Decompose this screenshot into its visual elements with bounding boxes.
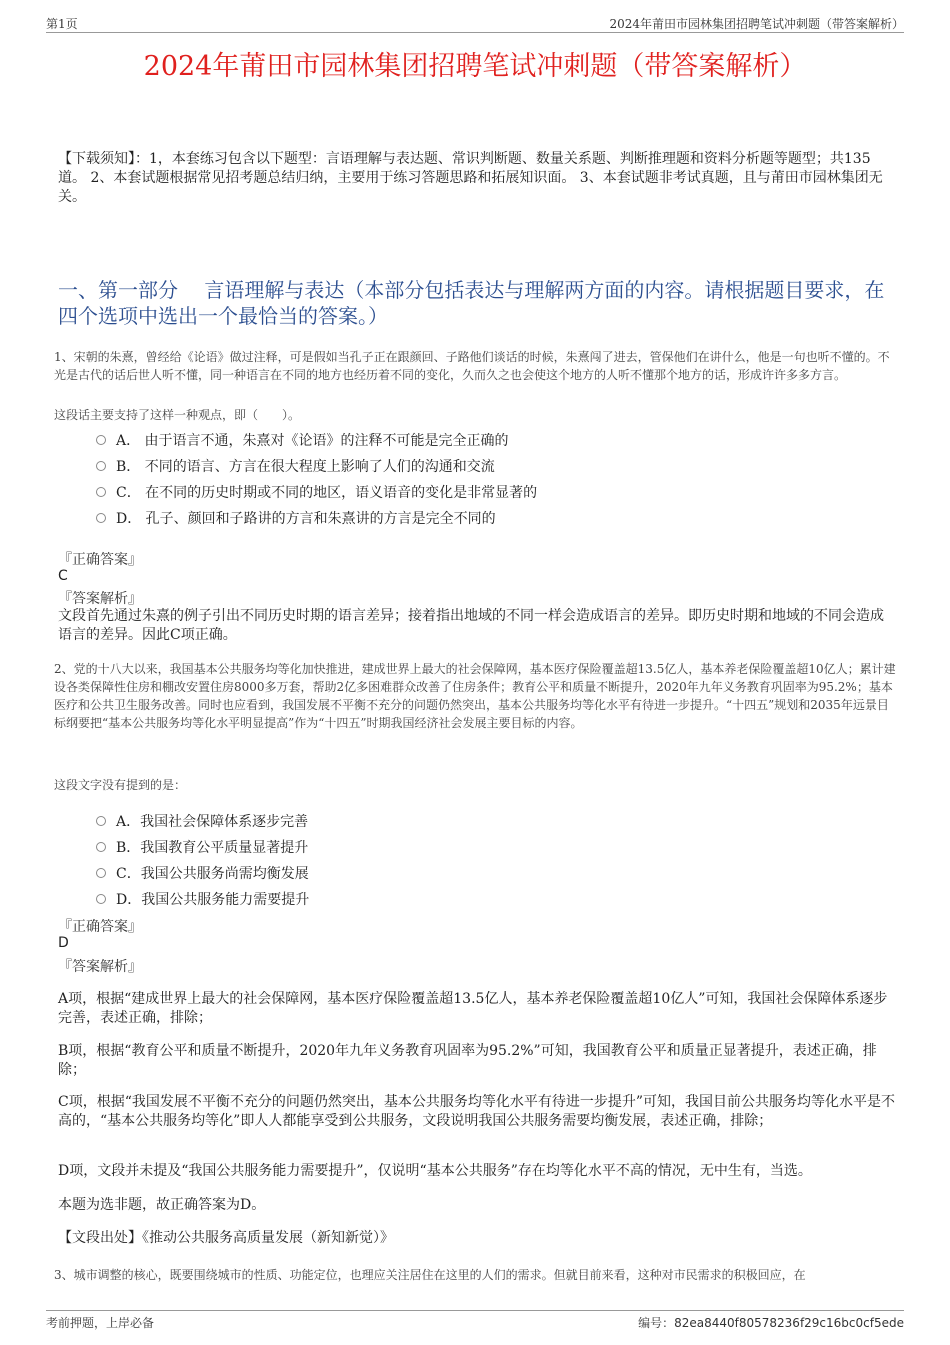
q2-stem: 2、党的十八大以来，我国基本公共服务均等化加快推进，建成世界上最大的社会保障网，基本医疗保险覆盖超13.5亿人，基本养老保险覆盖超10亿人；累计建设各类保障性住房和棚改安置住房8000多万套，帮助2亿多困难群众改善了住房条件；教育公平和质量不断提升，2020年九年义务教育巩固率为95.2%；基本医疗和公共卫生服务改善。同时也应看到，我国发展不平衡不充分的问题仍然突出，基本公共服务均等化水平有待进一步提升。“十四五”规划和2035年远景目标纲要把“基本公共服务均等化水平明显提高”作为“十四五”时期我国经济社会发展主要目标的内容。 — [54, 662, 896, 730]
q1-option-b[interactable] — [96, 456, 495, 476]
q1-option-c[interactable] — [96, 482, 537, 502]
download-notice: 【下载须知】：1，本套练习包含以下题型：言语理解与表达题、常识判断题、数量关系题、判断推理题和资料分析题等题型；共135道。 2、本套试题根据常见招考题总结归纳，主要用于练习答题思路和拓展知识面。 3、本套试题非考试真题，且与莆田市园林集团无关。 — [58, 151, 883, 205]
q2-analysis-b: B项，根据“教育公平和质量不断提升，2020年九年义务教育巩固率为95.2%”可知，我国教育公平和质量正显著提升，表述正确，排除； — [58, 1043, 877, 1078]
option-label: B．我国教育公平质量显著提升 — [116, 840, 309, 856]
radio-icon[interactable] — [96, 842, 106, 852]
q1-stem: 1、宋朝的朱熹，曾经给《论语》做过注释，可是假如当孔子正在跟颜回、子路他们谈话的时候，朱熹闯了进去，管保他们在讲什么，他是一句也听不懂的。不光是古代的话后世人听不懂，同一种语言在不同的地方也经历着不同的变化，久而久之也会使这个地方的人听不懂那个地方的话，形成许许多多方言。 — [54, 350, 890, 382]
option-label: C． 在不同的历史时期或不同的地区，语义语音的变化是非常显著的 — [116, 485, 538, 501]
radio-icon[interactable] — [96, 487, 106, 497]
q2-option-a[interactable] — [96, 811, 308, 831]
radio-icon[interactable] — [96, 435, 106, 445]
q1-answer-label: 『正确答案』 — [58, 552, 142, 568]
footer-code — [638, 1314, 904, 1331]
q2-option-c[interactable] — [96, 863, 309, 883]
option-label: D．我国公共服务能力需要提升 — [116, 892, 310, 908]
radio-icon[interactable] — [96, 461, 106, 471]
q2-analysis-a: A项，根据“建成世界上最大的社会保障网，基本医疗保险覆盖超13.5亿人，基本养老保险覆盖超10亿人”可知，我国社会保障体系逐步完善，表述正确，排除； — [58, 991, 888, 1026]
q2-source — [58, 1229, 394, 1248]
source-title: 《推动公共服务高质量发展（新知新觉）》 — [142, 1230, 394, 1246]
code-label: 编号： — [638, 1316, 675, 1330]
page-title: 2024年莆田市园林集团招聘笔试冲刺题（带答案解析） — [143, 51, 807, 82]
q2-analysis-c: C项，根据“我国发展不平衡不充分的问题仍然突出，基本公共服务均等化水平有待进一步提升”可知，我国目前公共服务均等化水平是不高的，“基本公共服务均等化”即人人都能享受到公共服务，文段说明我国公共服务需要均衡发展，表述正确，排除； — [58, 1094, 896, 1129]
q1-analysis-label: 『答案解析』 — [58, 591, 142, 607]
q1-prompt: 这段话主要支持了这样一种观点，即（ ）。 — [54, 408, 301, 422]
q1-option-a[interactable] — [96, 430, 509, 450]
q1-answer: C — [58, 568, 68, 584]
header-doc-title: 2024年莆田市园林集团招聘笔试冲刺题（带答案解析） — [609, 17, 904, 31]
radio-icon[interactable] — [96, 816, 106, 826]
option-label: A． 由于语言不通，朱熹对《论语》的注释不可能是完全正确的 — [116, 433, 509, 449]
q2-answer: D — [58, 935, 69, 951]
code-value: 82ea8440f80578236f29c16bc0cf5ede — [674, 1316, 904, 1330]
footer-divider — [46, 1310, 904, 1311]
q2-prompt: 这段文字没有提到的是： — [54, 778, 187, 792]
q1-option-d[interactable] — [96, 508, 496, 528]
q3-stem: 3、城市调整的核心，既要围绕城市的性质、功能定位，也理应关注居住在这里的人们的需求。但就目前来看，这种对市民需求的积极回应，在 — [54, 1268, 806, 1282]
option-label: A．我国社会保障体系逐步完善 — [116, 814, 309, 830]
q2-analysis-d: D项，文段并未提及“我国公共服务能力需要提升”，仅说明“基本公共服务”存在均等化水平不高的情况，无中生有，当选。 — [58, 1163, 812, 1179]
option-label: D． 孔子、颜回和子路讲的方言和朱熹讲的方言是完全不同的 — [116, 511, 496, 527]
option-label: B． 不同的语言、方言在很大程度上影响了人们的沟通和交流 — [116, 459, 495, 475]
q2-conclusion: 本题为选非题，故正确答案为D。 — [58, 1197, 266, 1213]
radio-icon[interactable] — [96, 868, 106, 878]
page-number: 第1页 — [46, 17, 78, 31]
header-divider — [46, 32, 904, 33]
option-label: C．我国公共服务尚需均衡发展 — [116, 866, 309, 882]
q2-analysis-label: 『答案解析』 — [58, 959, 142, 975]
footer-slogan: 考前押题，上岸必备 — [46, 1316, 155, 1330]
source-label: 【文段出处】 — [58, 1230, 142, 1246]
q2-answer-label: 『正确答案』 — [58, 919, 142, 935]
radio-icon[interactable] — [96, 894, 106, 904]
q2-option-d[interactable] — [96, 889, 309, 909]
q2-option-b[interactable] — [96, 837, 308, 857]
section-heading: 一、第一部分 言语理解与表达（本部分包括表达与理解两方面的内容。请根据题目要求，在四个选项中选出一个最恰当的答案。） — [58, 278, 885, 328]
q1-analysis: 文段首先通过朱熹的例子引出不同历史时期的语言差异；接着指出地域的不同一样会造成语言的差异。即历史时期和地域的不同会造成语言的差异。因此C项正确。 — [58, 608, 884, 643]
radio-icon[interactable] — [96, 513, 106, 523]
